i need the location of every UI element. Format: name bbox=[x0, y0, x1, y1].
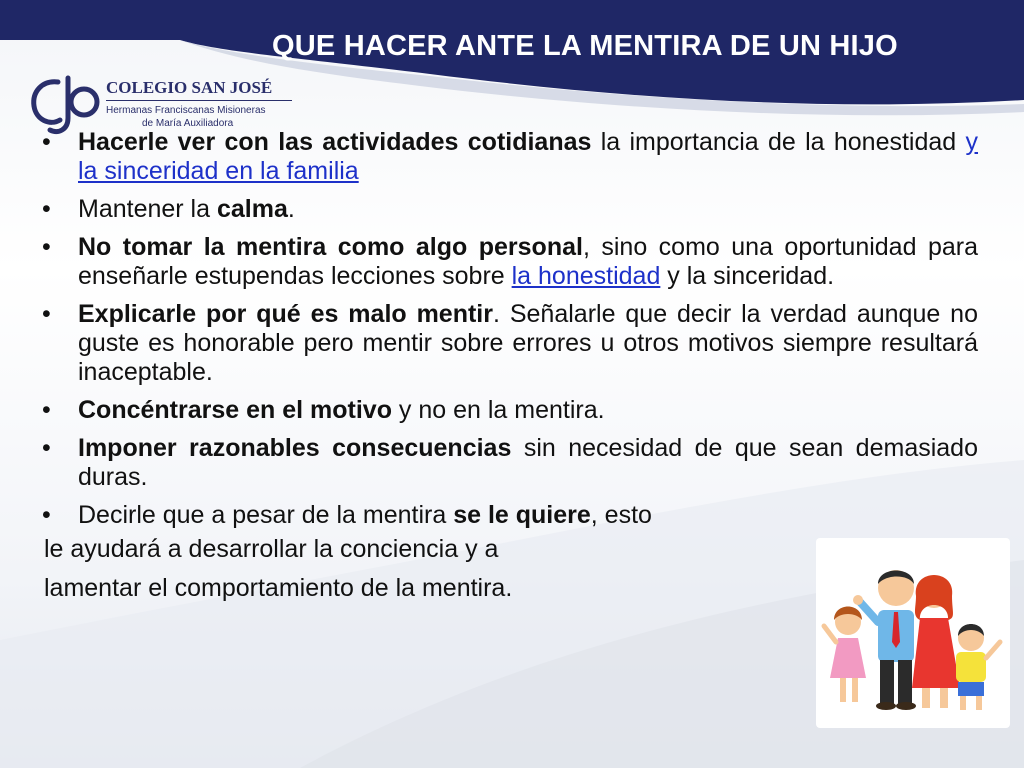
bullet-item-3 bbox=[36, 233, 978, 291]
bullet-list bbox=[36, 128, 978, 608]
csj-monogram-icon bbox=[28, 72, 102, 136]
bullet-item-1 bbox=[36, 128, 978, 186]
bullet-tail: y la sinceridad. bbox=[660, 262, 835, 290]
bullet-item-4 bbox=[36, 300, 978, 387]
school-logo bbox=[28, 72, 298, 136]
bullet-text: la importancia de la honestidad bbox=[591, 128, 966, 156]
bullet-bold: Concéntrarse en el motivo bbox=[78, 396, 392, 424]
logo-divider bbox=[106, 100, 292, 101]
family-cartoon-icon bbox=[816, 538, 1010, 728]
bullet-dot-icon: • bbox=[42, 300, 51, 328]
bullet-dot-icon: • bbox=[42, 396, 51, 424]
bullet-dot-icon: • bbox=[42, 434, 51, 462]
bullet-dot-icon: • bbox=[42, 195, 51, 223]
bullet-item-5 bbox=[36, 396, 978, 425]
bullet-dot-icon: • bbox=[42, 501, 51, 529]
bullet-dot-icon: • bbox=[42, 128, 51, 156]
school-name: COLEGIO SAN JOSÉ bbox=[106, 78, 273, 97]
bullet-item-2 bbox=[36, 195, 978, 224]
school-subtitle-line2: de María Auxiliadora bbox=[142, 118, 234, 129]
bullet-bold: Explicarle por qué es malo mentir bbox=[78, 300, 493, 328]
bullet-item-7 bbox=[36, 501, 838, 530]
bullet-bold: se le quiere bbox=[453, 501, 591, 529]
school-subtitle-line1: Hermanas Franciscanas Misioneras bbox=[106, 105, 266, 116]
bullet-tail: , esto bbox=[590, 501, 652, 529]
link-honestidad[interactable]: la honestidad bbox=[511, 262, 661, 290]
continuation-line-2: lamentar el comportamiento de la mentira. bbox=[44, 574, 513, 602]
bullet-text: , sino como una oportunidad para enseñarle estupendas lecciones sobre bbox=[78, 233, 978, 290]
bullet-tail: . bbox=[287, 195, 295, 223]
bullet-bold: Imponer razonables consecuencias bbox=[78, 434, 512, 462]
bullet-item-6 bbox=[36, 434, 978, 492]
bullet-bold: No tomar la mentira como algo personal bbox=[78, 233, 583, 261]
bullet-bold: calma bbox=[216, 195, 288, 223]
bullet-dot-icon: • bbox=[42, 233, 51, 261]
link-sinceridad-familia[interactable]: y la sinceridad en la familia bbox=[78, 128, 979, 185]
bullet-text: y no en la mentira. bbox=[391, 396, 605, 424]
bullet-text: Mantener la bbox=[78, 195, 217, 223]
slide-title: QUE HACER ANTE LA MENTIRA DE UN HIJO bbox=[272, 30, 898, 62]
continuation-line-1: le ayudará a desarrollar la conciencia y a bbox=[44, 535, 499, 563]
bullet-text: sin necesidad de que sean demasiado duras. bbox=[78, 434, 978, 491]
family-illustration bbox=[816, 538, 1010, 728]
bullet-text: . Señalarle que decir la verdad aunque no guste es honorable pero mentir sobre errores u otros motivos siempre resultará inaceptable. bbox=[78, 300, 978, 386]
bullet-bold: Hacerle ver con las actividades cotidianas bbox=[78, 128, 592, 156]
bullet-text: Decirle que a pesar de la mentira bbox=[78, 501, 454, 529]
